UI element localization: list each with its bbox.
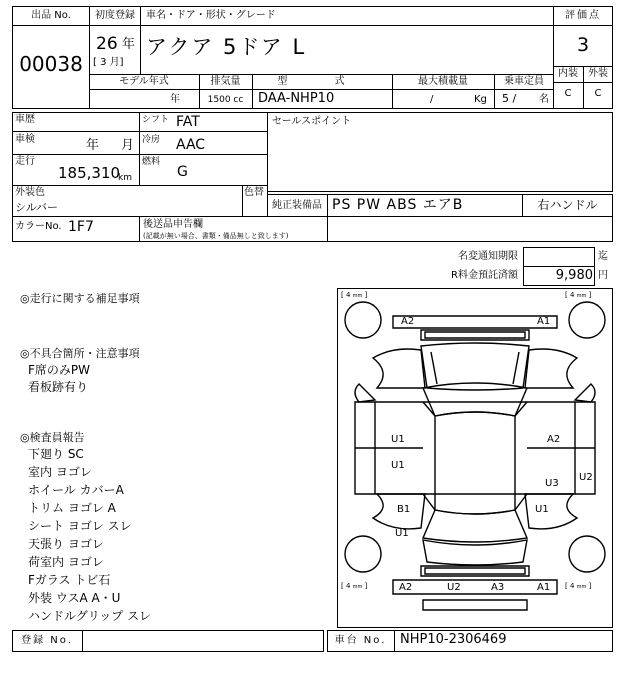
details-div-h2	[12, 154, 268, 155]
docs-note: (記載が無い場合、書類・備品無しと致します)	[143, 232, 289, 240]
inspector-item: Fガラス トビ石	[28, 573, 111, 587]
handle-value: 右ハンドル	[537, 198, 598, 212]
damage-mark: U2	[447, 582, 461, 593]
mileage-unit: km	[118, 173, 132, 183]
color-no-value: 1F7	[68, 219, 94, 235]
color-no-box	[12, 216, 613, 242]
ac-label: 冷房	[142, 135, 161, 145]
name-change-label: 名変通知期限	[458, 251, 518, 262]
lot-label: 出品 No.	[31, 10, 71, 21]
lot-number: 00038	[19, 52, 83, 76]
rating-label: 評価点	[565, 10, 601, 21]
damage-mark: U2	[579, 472, 593, 483]
ext-color-label: 外装色	[15, 187, 45, 198]
inspector-item: 室内 ヨゴレ	[28, 465, 92, 479]
inspector-item: 下廻り SC	[28, 447, 84, 461]
fuel-value: G	[177, 164, 188, 180]
inspection-month-unit: 月	[121, 138, 135, 153]
damage-mark: U1	[391, 434, 405, 445]
inspection-label: 車検	[15, 134, 35, 145]
ac-value: AAC	[176, 137, 206, 153]
damage-mark: A3	[491, 582, 505, 593]
exterior-value: C	[594, 88, 602, 99]
color-no-div1	[139, 216, 140, 242]
docs-label: 後送品申告欄	[143, 219, 203, 230]
tire-br-label: [ 4 mm ]	[565, 582, 592, 590]
recycle-value: 9,980	[555, 268, 593, 283]
rating-label-line	[553, 25, 613, 26]
first-reg-label: 初度登録	[95, 10, 135, 21]
driving-title: ◎走行に関する補足事項	[20, 292, 140, 305]
inspector-item: ホイール カバーA	[28, 483, 124, 497]
defect-item: 看板跡有り	[28, 380, 89, 394]
name-change-unit: 迄	[598, 251, 608, 262]
equipment-div1	[327, 194, 328, 217]
tire-tl-label: [ 4 mm ]	[341, 291, 368, 299]
color-no-div2	[327, 216, 328, 242]
model-year-unit: 年	[170, 94, 180, 105]
mileage-value: 185,310	[58, 164, 121, 182]
chassis-div	[394, 630, 395, 652]
damage-mark: A2	[399, 582, 413, 593]
damage-mark: B1	[397, 504, 411, 515]
color-no-label: カラーNo.	[15, 221, 62, 232]
damage-mark: U1	[535, 504, 549, 515]
damage-mark: A1	[537, 582, 551, 593]
inspector-item: ハンドルグリップ スレ	[28, 609, 152, 623]
damage-mark: U1	[395, 528, 409, 539]
displacement-label: 排気量	[210, 76, 241, 87]
inspector-item: トリム ヨゴレ A	[28, 501, 116, 515]
sales-point-label: セールスポイント	[272, 116, 352, 127]
model-row-mid	[89, 89, 554, 90]
interior-value: C	[564, 88, 572, 99]
load-value: /	[430, 94, 434, 105]
details-div-h1	[12, 131, 268, 132]
recycle-unit: 円	[598, 270, 608, 281]
displacement-value: 1500 cc	[207, 95, 244, 105]
tire-rear-left-icon	[345, 536, 381, 572]
chassis-value: NHP10-2306469	[400, 632, 507, 647]
shift-value: FAT	[176, 114, 200, 130]
defect-item: F席のみPW	[28, 363, 91, 377]
tire-rear-right-icon	[569, 536, 605, 572]
damage-mark: A2	[401, 316, 415, 327]
load-unit: Kg	[474, 94, 487, 105]
inspector-title: ◎検査員報告	[20, 431, 85, 444]
inspector-item: 天張り ヨゴレ	[28, 537, 104, 551]
color-change-div	[242, 185, 243, 217]
car-diagram	[337, 288, 613, 628]
car-name-label: 車名・ドア・形状・グレード	[146, 10, 276, 21]
first-reg-month: [ 3 月]	[93, 57, 124, 68]
type-value: DAA-NHP10	[258, 91, 335, 106]
tire-tr-label: [ 4 mm ]	[565, 291, 592, 299]
details-div-v	[139, 112, 140, 186]
color-change-label: 色替	[244, 187, 264, 198]
fuel-label: 燃料	[142, 157, 161, 167]
damage-mark: U1	[391, 460, 405, 471]
inspection-year-unit: 年	[86, 138, 100, 153]
details-left	[12, 112, 268, 186]
damage-mark: A1	[537, 316, 551, 327]
tire-bl-label: [ 4 mm ]	[341, 582, 368, 590]
damage-mark: U3	[545, 478, 559, 489]
capacity-value: 5 /	[502, 92, 517, 105]
type-label: 型 式	[277, 76, 367, 87]
model-year-label: モデル年式	[119, 76, 169, 87]
equipment-value: PS PW ABS エアB	[332, 197, 464, 213]
chassis-label: 車台 No.	[334, 635, 387, 646]
history-label: 車歴	[15, 114, 35, 125]
tire-front-left-icon	[345, 302, 381, 338]
first-reg-year: 26	[96, 34, 118, 54]
first-reg-divider	[140, 25, 141, 75]
shift-label: シフト	[142, 115, 170, 125]
damage-mark: A2	[547, 434, 561, 445]
car-name: アクア 5ドア L	[146, 35, 307, 59]
capacity-unit: 名	[539, 94, 549, 105]
equipment-label: 純正装備品	[272, 200, 322, 211]
defects-title: ◎不具合箇所・注意事項	[20, 347, 140, 360]
load-label: 最大積載量	[418, 76, 468, 87]
exterior-label: 外装	[588, 68, 608, 79]
recycle-label: R料金預託済額	[451, 270, 518, 281]
capacity-label: 乗車定員	[504, 76, 544, 87]
mileage-label: 走行	[15, 156, 35, 167]
reg-no-div	[82, 630, 83, 652]
inspector-item: 外装 ウスA A・U	[28, 591, 121, 605]
reg-no-label: 登録 No.	[21, 635, 73, 646]
rating-value: 3	[576, 34, 590, 56]
month-unit: 月	[109, 57, 120, 68]
tire-front-right-icon	[569, 302, 605, 338]
month-value: 3	[100, 57, 107, 68]
name-change-box	[523, 247, 595, 267]
inspector-item: シート ヨゴレ スレ	[28, 519, 132, 533]
interior-label: 内装	[558, 68, 578, 79]
inspector-item: 荷室内 ヨゴレ	[28, 555, 104, 569]
first-reg-year-unit: 年	[122, 37, 136, 52]
ext-color-value: シルバー	[15, 201, 58, 214]
